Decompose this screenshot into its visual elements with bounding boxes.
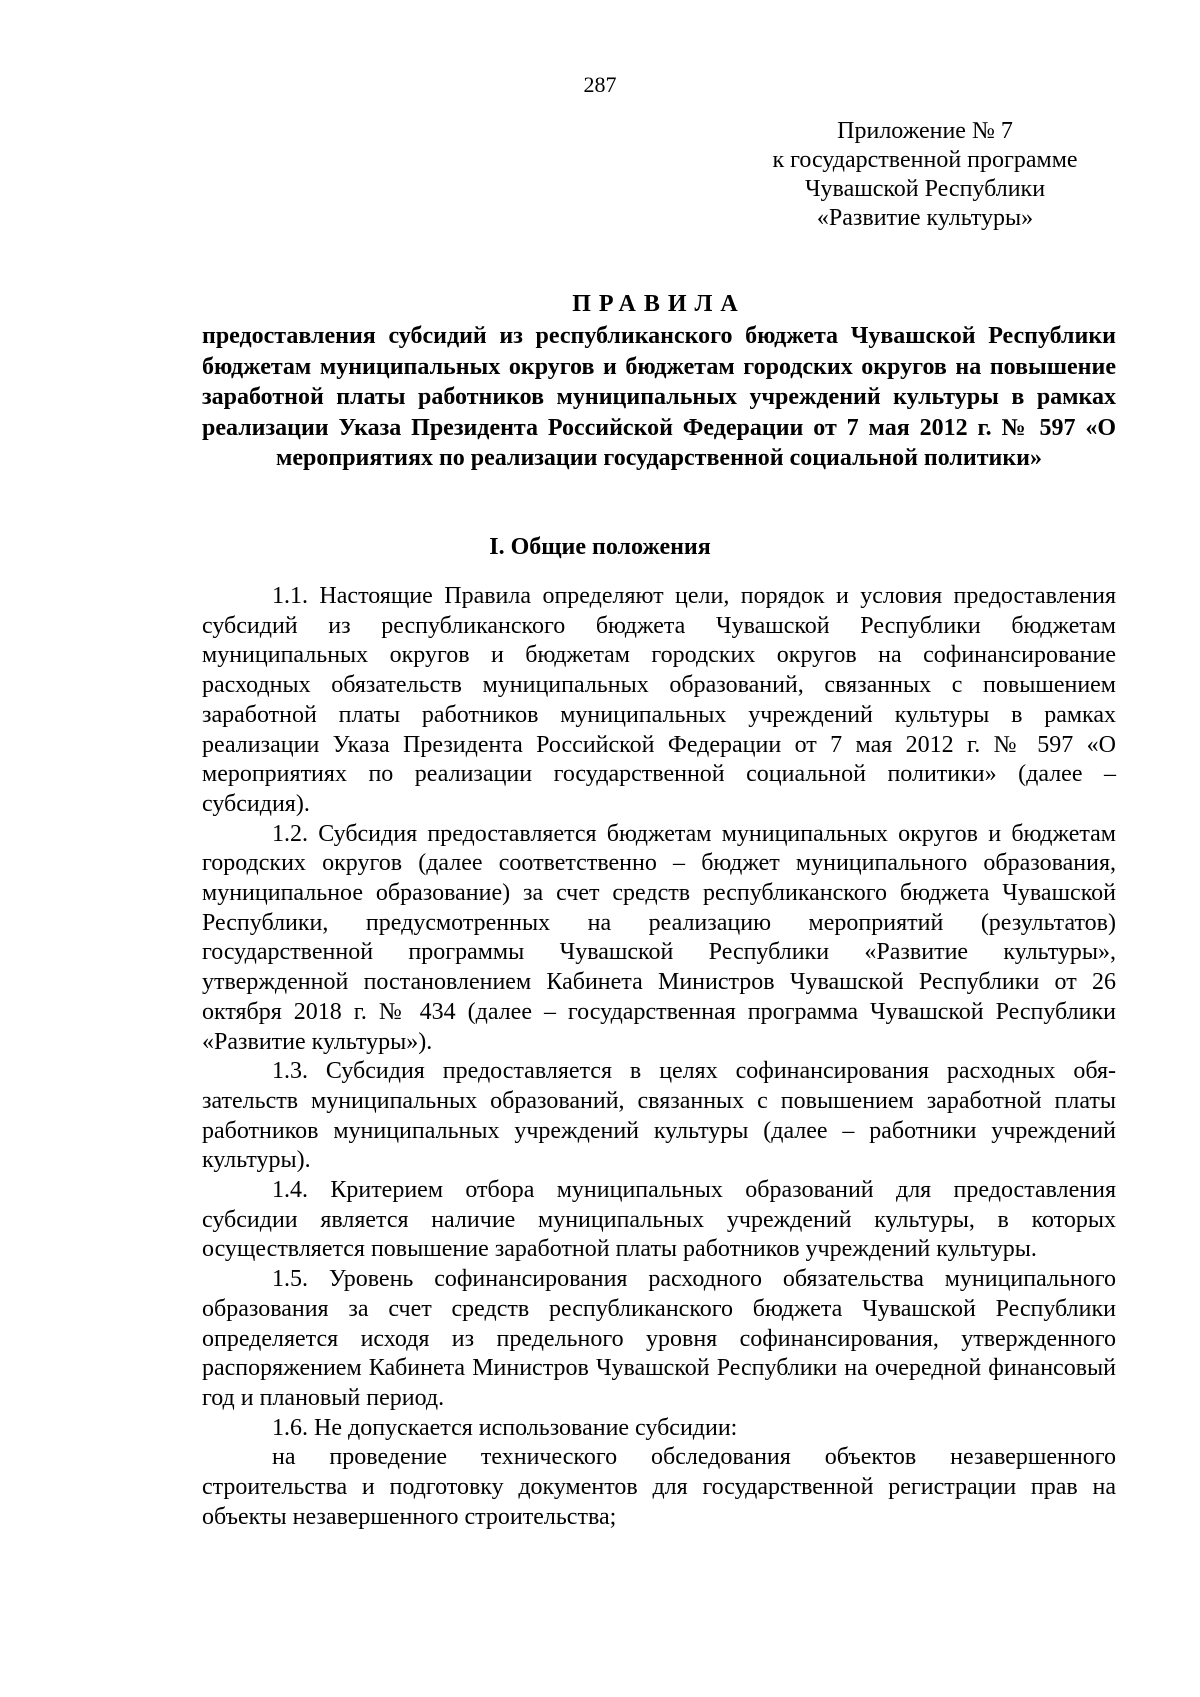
appendix-line-3: Чувашской Республики	[804, 176, 1046, 202]
appendix-block	[700, 117, 1150, 233]
paragraph-1-6: 1.6. Не допускается использование субсидии:	[272, 1414, 738, 1441]
appendix-line-1: Приложение № 7	[837, 118, 1013, 144]
paragraph-1-3: 1.3. Субсидия предоставляется в целях софинансирования расходных обязательств муниципальных образований, связанных с повышением заработной платы работников муниципальных учреждений культуры (далее – работники учреждений культуры).	[202, 1058, 1116, 1174]
paragraph-1-5: 1.5. Уровень софинансирования расходного обязательства муниципального образования за счет средств республиканского бюджета Чувашской Республики определяется исходя из предельного уровня софинансирования, утвержденного распоряжением Кабинета Министров Чувашской Республики на очередной финансовый год и плановый период.	[202, 1266, 1116, 1411]
paragraph-1-1: 1.1. Настоящие Правила определяют цели, порядок и условия предоставления субсидий из республиканского бюджета Чувашской Республики бюджетам муниципальных округов и бюджетам городских округов на софинансирование расходных обязательств муниципальных образований, связанных с повышением заработной платы работников муниципальных учреждений культуры в рамках реализации Указа Президента Российской Федерации от 7 мая 2012 г. № 597 «О мероприятиях по реализации государственной социальной политики» (далее – субсидия).	[202, 583, 1116, 817]
body-text	[202, 582, 1116, 1533]
paragraph-1-6-item: на проведение технического обследования объектов незавершенного строительства и подготовку документов для государственной регистрации прав на объекты незавершенного строительства;	[202, 1444, 1116, 1530]
document-subtitle: предоставления субсидий из республиканского бюджета Чувашской Республики бюджетам муниципальных округов и бюджетам городских округов на повышение заработной платы работников муниципальных учреждений культуры в рамках реализации Указа Президента Российской Федерации от 7 мая 2012 г. № 597 «О мероприятиях по реализации государственной социальной политики»	[202, 323, 1116, 471]
document-title: ПРАВИЛА	[572, 291, 746, 317]
appendix-line-4: «Развитие культуры»	[816, 205, 1034, 231]
paragraph-1-4: 1.4. Критерием отбора муниципальных образований для предоставления субсидии является наличие муниципальных учреждений культуры, в которых осуществляется повышение заработной платы работников учреждений культуры.	[202, 1177, 1116, 1263]
paragraph-1-2: 1.2. Субсидия предоставляется бюджетам муниципальных округов и бюджетам городских округов (далее соответственно – бюджет муниципального образования, муниципальное образование) за счет средств республиканского бюджета Чувашской Республики, предусмотренных на реализацию мероприятий (результатов) государственной программы Чувашской Республики «Развитие культуры», утвержденной постановлением Кабинета Министров Чувашской Республики от 26 октября 2018 г. № 434 (далее – государственная программа Чувашской Республики «Развитие культуры»).	[202, 820, 1116, 1055]
title-block	[202, 289, 1116, 474]
page-number: 287	[583, 72, 617, 97]
section-title: I. Общие положения	[489, 534, 711, 560]
appendix-line-2: к государственной программе	[772, 147, 1078, 173]
